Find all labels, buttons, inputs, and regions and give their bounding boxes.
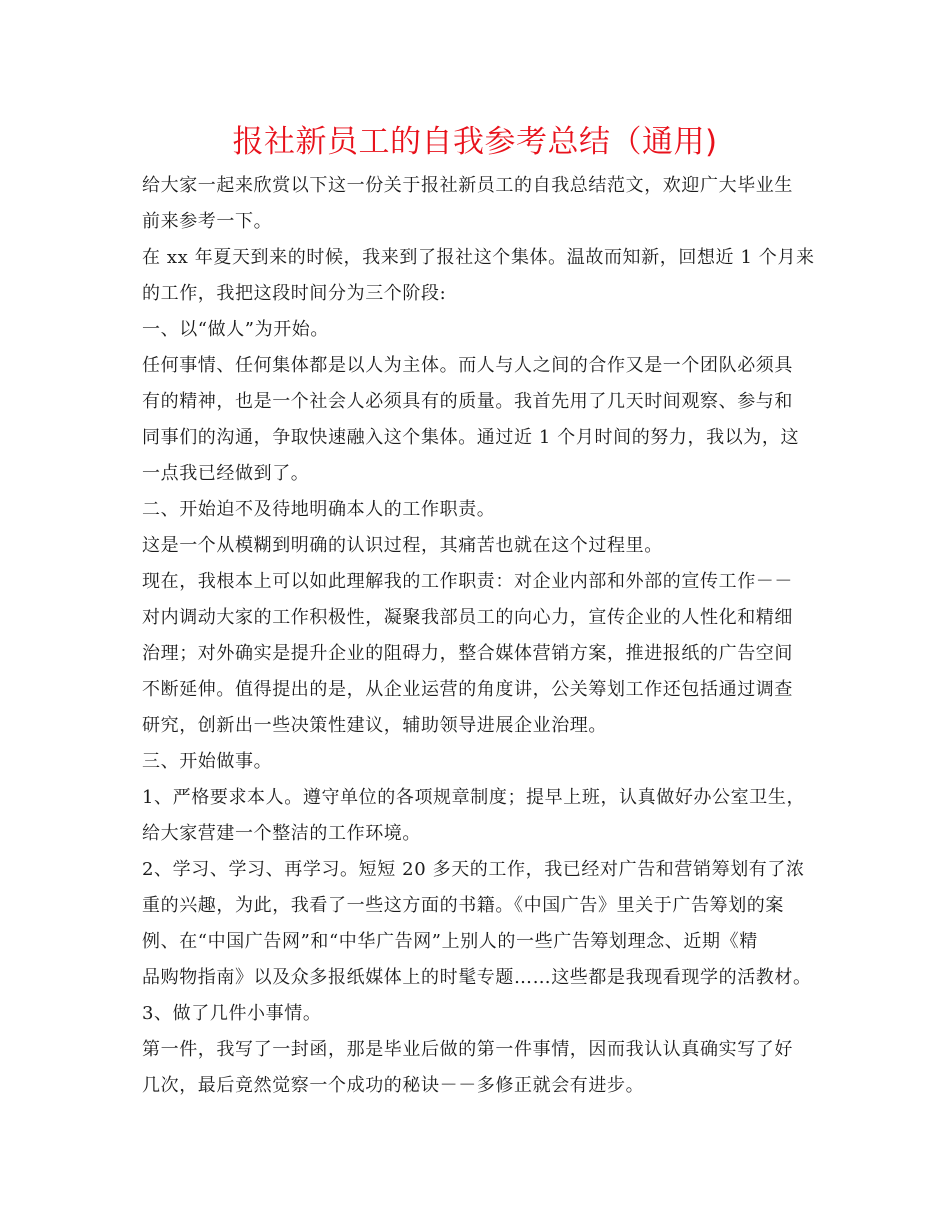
body-line: 例、在“中国广告网”和“中华广告网”上别人的一些广告筹划理念、近期《精 bbox=[142, 931, 758, 952]
body-line: 在 xx 年夏天到来的时候，我来到了报社这个集体。温故而知新，回想近 1 个月来 bbox=[142, 247, 815, 268]
document-title: 报社新员工的自我参考总结（通用) bbox=[232, 124, 718, 160]
body-line: 不断延伸。值得提出的是，从企业运营的角度讲，公关筹划工作还包括通过调查 bbox=[142, 679, 793, 700]
section-heading-3: 三、开始做事。 bbox=[142, 751, 273, 772]
section-heading-2: 二、开始迫不及待地明确本人的工作职责。 bbox=[142, 499, 496, 520]
body-line: 几次，最后竟然觉察一个成功的秘诀－－多修正就会有进步。 bbox=[142, 1075, 645, 1096]
body-line: 的工作，我把这段时间分为三个阶段: bbox=[142, 283, 447, 304]
body-line: 对内调动大家的工作积极性，凝聚我部员工的向心力，宣传企业的人性化和精细 bbox=[142, 607, 793, 628]
document-body bbox=[142, 168, 815, 1104]
body-line: 2、学习、学习、再学习。短短 20 多天的工作，我已经对广告和营销筹划有了浓 bbox=[142, 859, 805, 880]
body-line: 1、严格要求本人。遵守单位的各项规章制度；提早上班，认真做好办公室卫生， bbox=[142, 787, 806, 808]
body-line: 这是一个从模糊到明确的认识过程，其痛苦也就在这个过程里。 bbox=[142, 535, 663, 556]
section-heading-1: 一、以“做人”为开始。 bbox=[142, 319, 330, 340]
body-line: 品购物指南》以及众多报纸媒体上的时髦专题……这些都是我现看现学的活教材。 bbox=[142, 967, 812, 988]
body-line: 第一件，我写了一封函，那是毕业后做的第一件事情，因而我认认真确实写了好 bbox=[142, 1039, 793, 1060]
body-line: 研究，创新出一些决策性建议，辅助领导进展企业治理。 bbox=[142, 715, 607, 736]
body-line: 前来参考一下。 bbox=[142, 211, 273, 232]
body-line: 一点我已经做到了。 bbox=[142, 463, 310, 484]
body-line: 现在，我根本上可以如此理解我的工作职责：对企业内部和外部的宣传工作－－ bbox=[142, 571, 793, 592]
body-line: 任何事情、任何集体都是以人为主体。而人与人之间的合作又是一个团队必须具 bbox=[142, 355, 793, 376]
body-line: 有的精神，也是一个社会人必须具有的质量。我首先用了几天时间观察、参与和 bbox=[142, 391, 793, 412]
body-line: 治理；对外确实是提升企业的阻碍力，整合媒体营销方案，推进报纸的广告空间 bbox=[142, 643, 793, 664]
body-line: 3、做了几件小事情。 bbox=[142, 1003, 322, 1024]
body-line: 给大家一起来欣赏以下这一份关于报社新员工的自我总结范文，欢迎广大毕业生 bbox=[142, 175, 793, 196]
body-line: 给大家营建一个整洁的工作环境。 bbox=[142, 823, 421, 844]
body-line: 同事们的沟通，争取快速融入这个集体。通过近 1 个月时间的努力，我以为，这 bbox=[142, 427, 800, 448]
body-line: 重的兴趣，为此，我看了一些这方面的书籍。《中国广告》里关于广告筹划的案 bbox=[142, 895, 784, 916]
